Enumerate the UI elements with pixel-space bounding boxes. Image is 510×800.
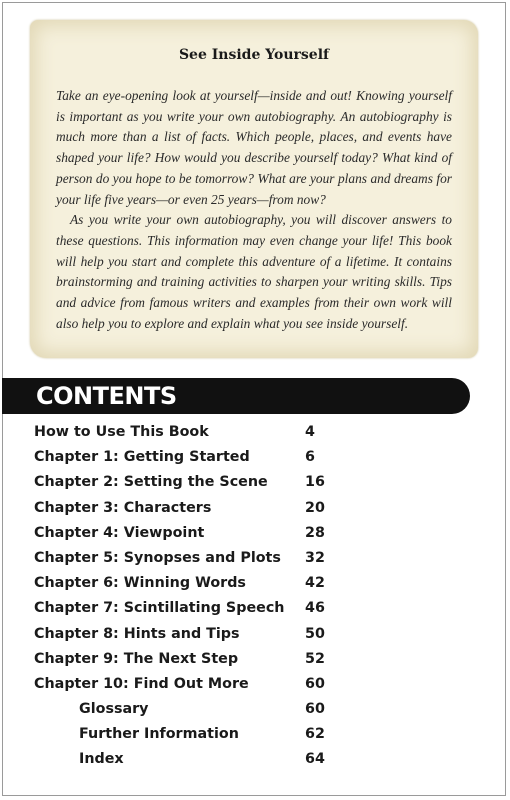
toc-entry-label: Chapter 3: Characters — [34, 499, 212, 516]
toc-entry — [34, 571, 334, 596]
toc-entry-label: How to Use This Book — [34, 424, 209, 440]
toc-entry — [34, 445, 334, 470]
toc-entry-label: Chapter 1: Getting Started — [34, 449, 250, 466]
toc-entry-label: Further Information — [79, 726, 239, 743]
toc-entry-page: 20 — [305, 499, 325, 516]
intro-paragraph-2: As you write your own autobiography, you will discover answers to these questions. This information may even change your life! This book will help you start and complete this adventure of a lifetime. It contains brainstorming and training activities to sharpen your writing skills. Tips and advice from famous writers and examples from their own work will also help you to explore and explain what you see inside yourself. — [56, 212, 452, 331]
toc-entry — [34, 496, 334, 521]
toc-entry-page: 6 — [305, 449, 315, 466]
contents-heading: CONTENTS — [36, 382, 177, 410]
toc-subentry — [34, 722, 334, 747]
toc-entry-page: 64 — [305, 751, 325, 768]
toc-entry-page: 4 — [305, 424, 315, 440]
toc-entry-label: Index — [79, 751, 124, 768]
intro-paragraph-1: Take an eye-opening look at yourself—inside and out! Knowing yourself is important as you write your own autobiography. An autobiography is much more than a list of facts. Which people, places, and events have shaped your life? How would you describe yourself today? What kind of person do you hope to be tomorrow? What are your plans and dreams for your life five years—or even 25 years—from now? — [56, 88, 452, 207]
toc-entry-page: 42 — [305, 575, 325, 592]
toc-entry-page: 52 — [305, 650, 325, 667]
toc-entry-page: 46 — [305, 600, 325, 617]
toc-entry — [34, 672, 334, 697]
toc-subentry — [34, 747, 334, 772]
toc-entry-page: 16 — [305, 474, 325, 491]
toc-entry-label: Glossary — [79, 701, 149, 718]
toc-entry — [34, 622, 334, 647]
toc-entry — [34, 521, 334, 546]
toc-entry — [34, 470, 334, 495]
toc-entry-page: 62 — [305, 726, 325, 743]
contents-banner — [2, 378, 470, 414]
toc-entry-label: Chapter 8: Hints and Tips — [34, 625, 240, 642]
toc-entry-page: 50 — [305, 625, 325, 642]
toc-entry-label: Chapter 7: Scintillating Speech — [34, 600, 285, 617]
toc-entry — [34, 420, 334, 445]
toc-entry-page: 60 — [305, 701, 325, 718]
intro-title: See Inside Yourself — [178, 47, 330, 63]
toc-entry-label: Chapter 6: Winning Words — [34, 575, 246, 592]
toc-entry — [34, 647, 334, 672]
toc-entry-page: 28 — [305, 524, 325, 541]
toc-entry-page: 60 — [305, 675, 325, 692]
toc-entry-page: 32 — [305, 549, 325, 566]
intro-body — [56, 86, 452, 334]
toc-entry-label: Chapter 4: Viewpoint — [34, 524, 205, 541]
toc-entry-label: Chapter 9: The Next Step — [34, 650, 239, 667]
table-of-contents — [34, 420, 334, 773]
toc-entry — [34, 546, 334, 571]
toc-entry-label: Chapter 5: Synopses and Plots — [34, 549, 281, 566]
toc-entry-label: Chapter 2: Setting the Scene — [34, 474, 268, 491]
toc-entry — [34, 596, 334, 621]
toc-subentry — [34, 697, 334, 722]
toc-entry-label: Chapter 10: Find Out More — [34, 675, 249, 692]
